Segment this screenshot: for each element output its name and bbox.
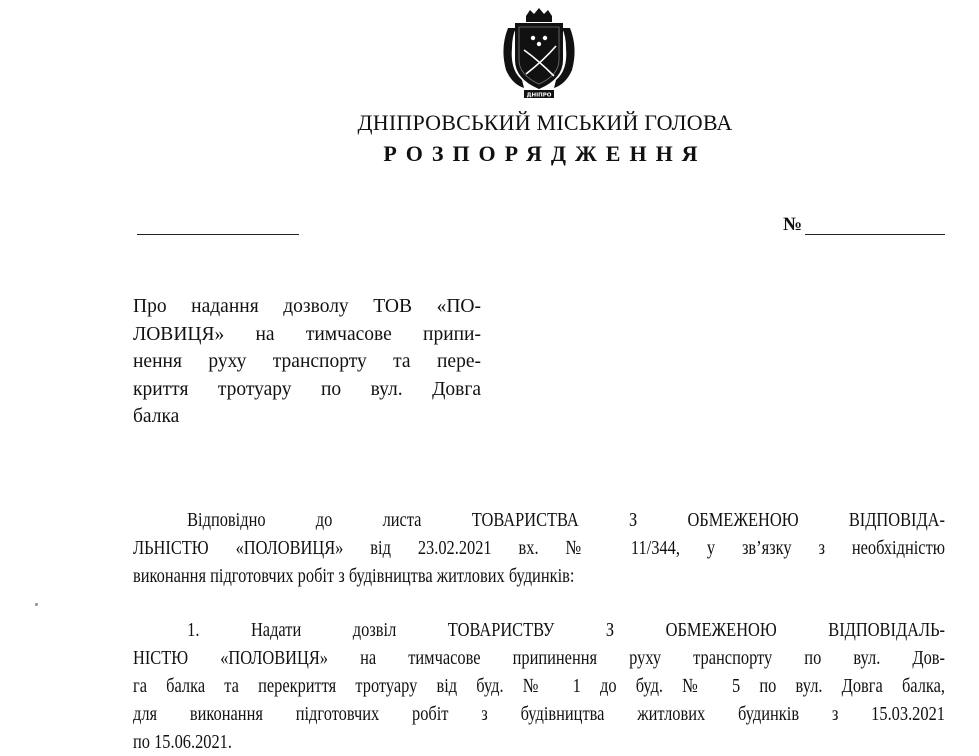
- document-subject: [133, 293, 481, 431]
- subject-line: Про надання дозволу ТОВ «ПО-: [133, 296, 481, 317]
- paragraph-line: Відповідно до листа ТОВАРИСТВА З ОБМЕЖЕНОЮ ВІДПОВІДА-: [187, 509, 945, 531]
- date-blank-line: [137, 234, 299, 235]
- document-type: РОЗПОРЯДЖЕННЯ: [383, 141, 707, 166]
- number-blank-line: [805, 234, 945, 235]
- subject-line: криття тротуару по вул. Довга: [133, 378, 481, 400]
- preamble-paragraph: [133, 506, 945, 590]
- paragraph-line: виконання підготовчих робіт з будівництва житлових будинків:: [133, 565, 575, 587]
- svg-text:ДНІПРО: ДНІПРО: [526, 92, 552, 99]
- subject-line: нення руху транспорту та пере-: [133, 351, 481, 372]
- subject-line: балка: [133, 406, 180, 427]
- item-1-paragraph: [133, 616, 945, 756]
- issuer-title: ДНІПРОВСЬКИЙ МІСЬКИЙ ГОЛОВА: [357, 110, 733, 135]
- subject-line: ЛОВИЦЯ» на тимчасове припи-: [133, 323, 481, 345]
- paragraph-line: ЛЬНІСТЮ «ПОЛОВИЦЯ» від 23.02.2021 вх. № 11/344, у зв’язку з необхідністю: [133, 537, 945, 559]
- paragraph-line: га балка та перекриття тротуару від буд. № 1 до буд. № 5 по вул. Довга балка,: [133, 675, 945, 697]
- number-label: №: [783, 214, 803, 235]
- scan-artifact: [35, 603, 38, 606]
- paragraph-line: НІСТЮ «ПОЛОВИЦЯ» на тимчасове припинення руху транспорту по вул. Дов-: [133, 647, 945, 669]
- paragraph-line: по 15.06.2021.: [133, 731, 232, 753]
- paragraph-line: для виконання підготовчих робіт з будівництва житлових будинків з 15.03.2021: [133, 703, 945, 725]
- dnipro-coat-of-arms-icon: [498, 8, 580, 100]
- paragraph-line: 1. Надати дозвіл ТОВАРИСТВУ З ОБМЕЖЕНОЮ ВІДПОВІДАЛЬ-: [187, 619, 945, 641]
